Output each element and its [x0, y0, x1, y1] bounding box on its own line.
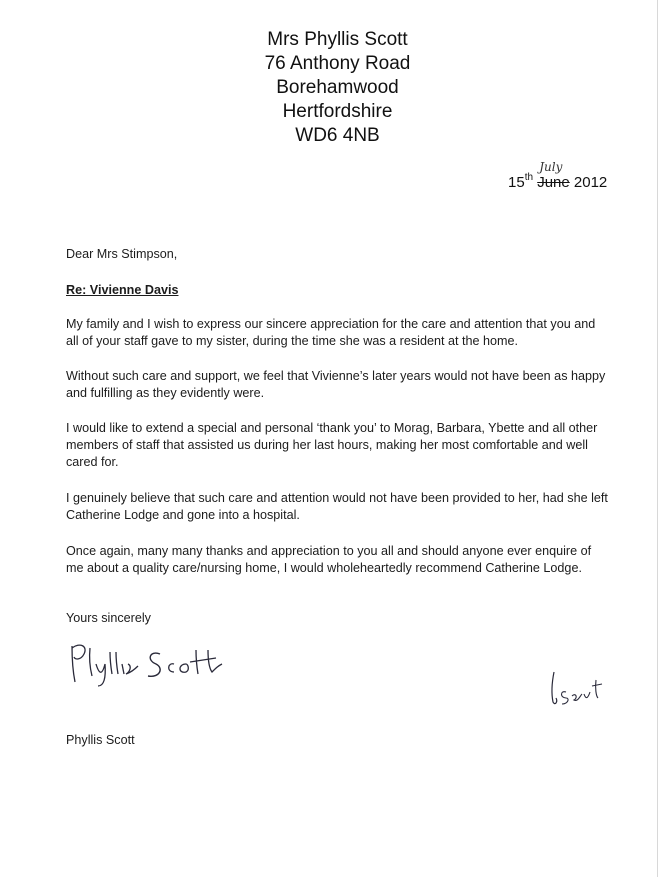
sender-postcode: WD6 4NB — [295, 125, 380, 146]
date-day: 15 — [508, 174, 525, 191]
date-suffix: th — [524, 172, 534, 183]
scan-edge-line — [657, 0, 658, 877]
letter-date — [508, 160, 608, 191]
closing: Yours sincerely — [66, 611, 151, 625]
handwritten-initials — [540, 668, 610, 708]
sender-address — [200, 28, 475, 148]
date-month — [537, 160, 570, 191]
sender-town: Borehamwood — [276, 77, 399, 98]
date-month-struck: June — [537, 174, 570, 191]
date-month-handwritten: July — [539, 160, 563, 174]
paragraph: Without such care and support, we feel that Vivienne’s later years would not have been as happy and fulfilling as they evidently were. — [66, 369, 606, 400]
sender-county: Hertfordshire — [282, 101, 393, 122]
paragraph: Once again, many many thanks and appreciation to you all and should anyone ever enquire of me about a quality care/nursing home, I would wholeheartedly recommend Catherine Lodge. — [66, 544, 592, 575]
handwritten-signature — [66, 638, 226, 688]
signatory-name: Phyllis Scott — [66, 733, 135, 747]
sender-name: Mrs Phyllis Scott — [267, 29, 408, 50]
salutation: Dear Mrs Stimpson, — [66, 247, 178, 261]
paragraph: I would like to extend a special and personal ‘thank you’ to Morag, Barbara, Ybette and all other members of staff that assisted us during her last hours, making her most comfortable and well cared for. — [66, 421, 598, 469]
date-year: 2012 — [573, 174, 608, 191]
subject-line: Re: Vivienne Davis — [66, 283, 179, 297]
paragraph: My family and I wish to express our sincere appreciation for the care and attention that you and all of your staff gave to my sister, during the time she was a resident at the home. — [66, 317, 596, 348]
paragraph: I genuinely believe that such care and attention would not have been provided to her, had she left Catherine Lodge and gone into a hospital. — [66, 491, 608, 522]
sender-street: 76 Anthony Road — [264, 53, 411, 74]
